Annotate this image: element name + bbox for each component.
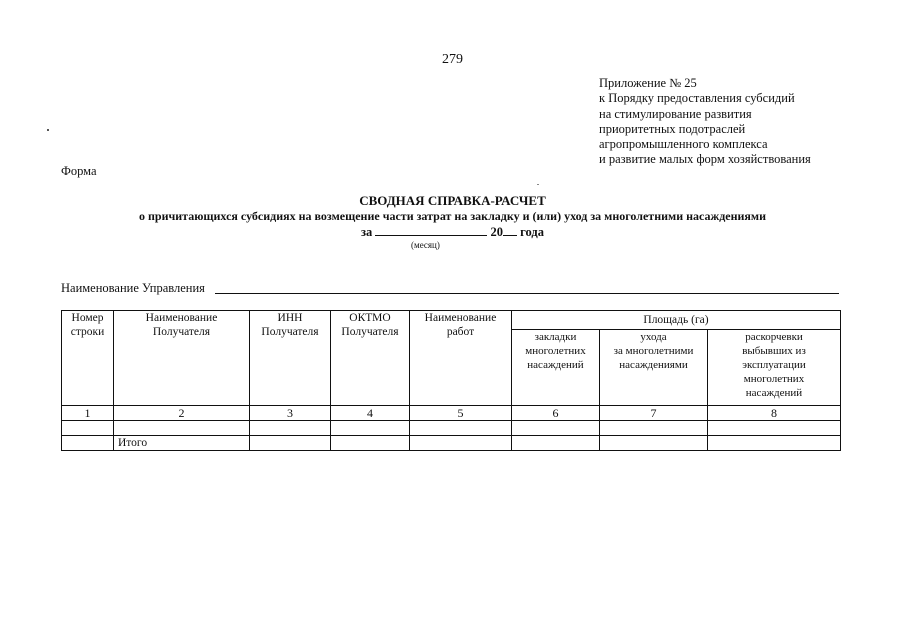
header-area-group: Площадь (га) <box>512 311 841 330</box>
table-cell <box>250 436 331 451</box>
summary-table <box>61 310 841 451</box>
month-blank <box>375 224 487 236</box>
form-label: Форма <box>61 164 97 178</box>
table-cell <box>250 421 331 436</box>
table-row <box>62 421 841 436</box>
period-line <box>0 224 905 240</box>
column-number: 5 <box>410 406 512 421</box>
period-prefix: за <box>361 225 373 239</box>
scan-speck <box>537 184 539 185</box>
appendix-line: и развитие малых форм хозяйствования <box>599 152 811 167</box>
appendix-line: агропромышленного комплекса <box>599 137 768 152</box>
table-cell <box>410 421 512 436</box>
table-cell <box>600 421 708 436</box>
column-number-row <box>62 406 841 421</box>
department-label: Наименование Управления <box>61 281 205 295</box>
table-cell <box>600 436 708 451</box>
period-suffix: года <box>520 225 544 239</box>
header-work-name: Наименование работ <box>410 311 512 406</box>
table-cell <box>512 421 600 436</box>
header-oktmo: ОКТМО Получателя <box>331 311 410 406</box>
total-label: Итого <box>114 436 250 451</box>
appendix-note <box>599 76 811 168</box>
column-number: 8 <box>708 406 841 421</box>
table-cell <box>62 436 114 451</box>
header-row-number: Номер строки <box>62 311 114 406</box>
header-inn: ИНН Получателя <box>250 311 331 406</box>
scan-speck <box>47 129 49 131</box>
table-cell <box>512 436 600 451</box>
header-recipient-name: Наименование Получателя <box>114 311 250 406</box>
appendix-line: приоритетных подотраслей <box>599 121 746 136</box>
column-number: 7 <box>600 406 708 421</box>
department-blank-line <box>215 293 839 294</box>
header-uprooting: раскорчевки выбывших из эксплуатации многолетних насаждений <box>708 330 841 406</box>
table-cell <box>62 421 114 436</box>
column-number: 3 <box>250 406 331 421</box>
month-hint: (месяц) <box>411 240 440 250</box>
table-cell <box>708 421 841 436</box>
header-care: ухода за многолетними насаждениями <box>600 330 708 406</box>
appendix-line: к Порядку предоставления субсидий <box>599 91 795 106</box>
year-prefix: 20 <box>490 225 504 239</box>
table-cell <box>114 421 250 436</box>
table-cell <box>410 436 512 451</box>
table-cell <box>708 436 841 451</box>
page-number: 279 <box>442 52 463 67</box>
column-number: 1 <box>62 406 114 421</box>
header-planting: закладки многолетних насаждений <box>512 330 600 406</box>
table-cell <box>331 436 410 451</box>
column-number: 6 <box>512 406 600 421</box>
appendix-line: на стимулирование развития <box>599 106 752 121</box>
appendix-line: Приложение № 25 <box>599 76 697 90</box>
column-number: 4 <box>331 406 410 421</box>
total-row <box>62 436 841 451</box>
document-title: СВОДНАЯ СПРАВКА-РАСЧЕТ <box>359 193 546 208</box>
year-blank <box>503 224 517 236</box>
document-subtitle: о причитающихся субсидиях на возмещение части затрат на закладку и (или) уход за многолетними насаждениями <box>138 209 767 223</box>
column-number: 2 <box>114 406 250 421</box>
table-cell <box>331 421 410 436</box>
